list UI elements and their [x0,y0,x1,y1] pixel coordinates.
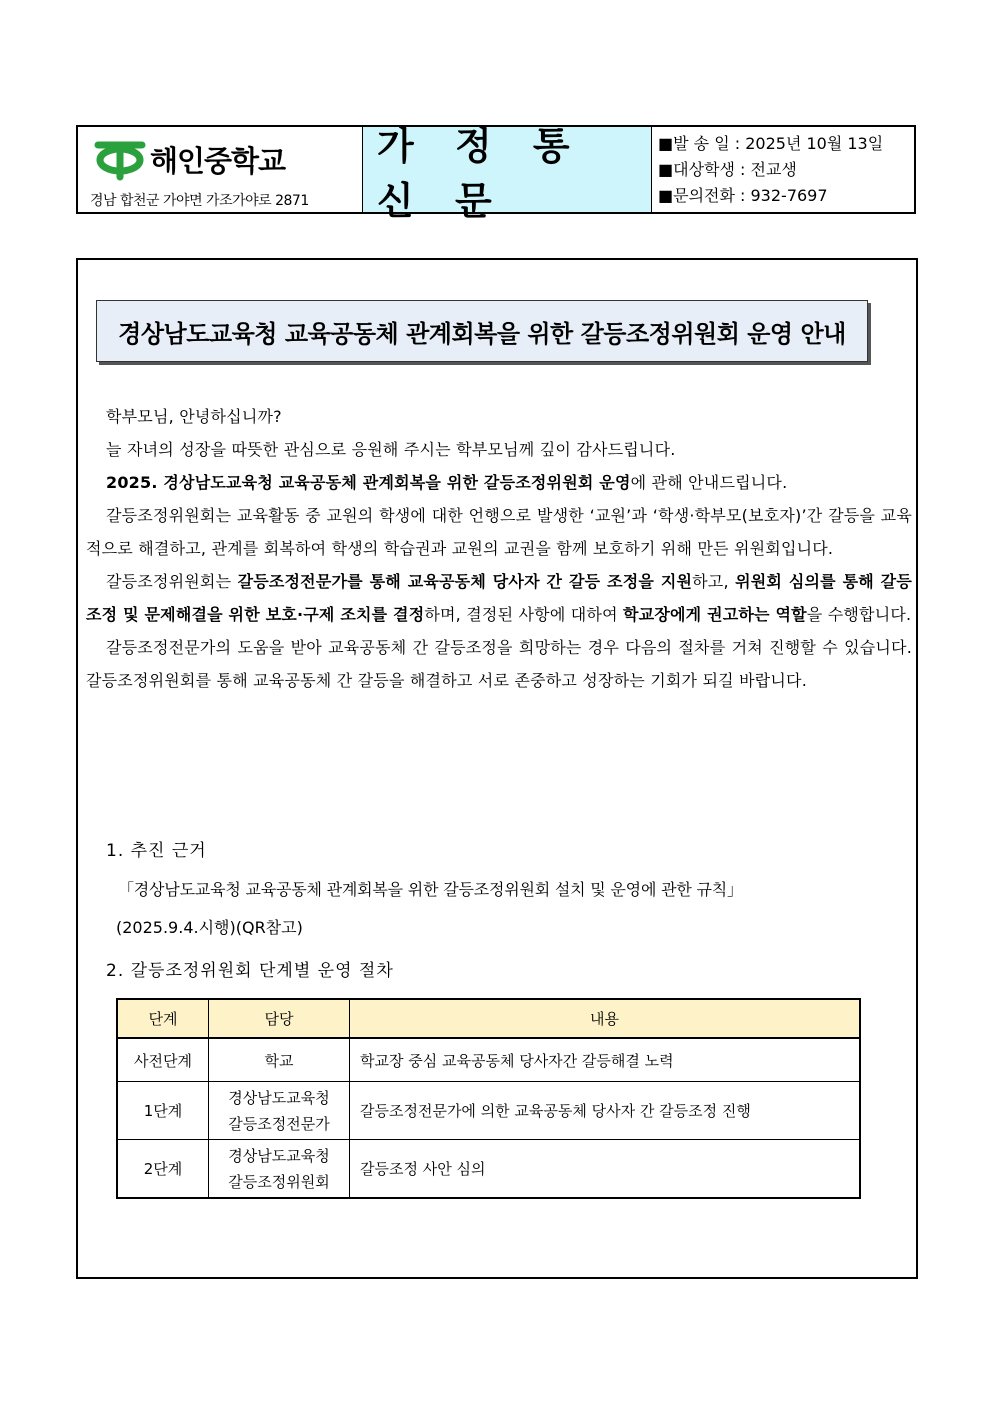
school-emblem-icon [92,137,148,181]
target-students: ■대상학생 : 전교생 [658,160,797,179]
table-row [117,1082,860,1140]
owner-cell [209,1082,350,1140]
header-info [652,127,914,212]
greeting: 학부모님, 안녕하십니까? [106,407,282,426]
school-logo-block [78,127,363,212]
procedure-table [116,998,861,1199]
role-bold-d: 위원회 심의를 통해 갈등 조정 및 문제해결을 위한 보호·구제 조치를 결정 [86,572,912,624]
role-text-a: 갈등조정위원회는 [106,572,238,591]
intro-paragraph [86,466,912,499]
doc-type-cell [363,123,652,223]
content-cell: 갈등조정 사안 심의 [350,1140,861,1199]
table-header-row [117,999,860,1038]
school-name: 해인중학교 [150,143,286,178]
owner-cell: 학교 [209,1038,350,1082]
section2-heading: 2. 갈등조정위원회 단계별 운영 절차 [106,961,394,981]
role-bold-b: 갈등조정전문가를 통해 교육공동체 당사자 간 갈등 조정을 지원 [237,572,693,591]
stage-cell: 사전단계 [117,1038,209,1082]
committee-purpose-paragraph: 갈등조정위원회는 교육활동 중 교원의 학생에 대한 언행으로 발생한 ‘교원’과 ‘학생·학부모(보호자)’간 갈등을 교육적으로 해결하고, 관계를 회복하여 학생의 학습권과 교원의 교권을 함께 보호하기 위해 만든 위원회입니다. [86,506,912,558]
contact-phone: ■문의전화 : 932-7697 [658,186,828,205]
section1-heading: 1. 추진 근거 [106,841,207,861]
committee-role-paragraph [86,565,912,631]
send-date: ■발 송 일 : 2025년 10월 13일 [658,134,884,153]
stage-cell: 1단계 [117,1082,209,1140]
notice-title-box [96,300,868,362]
table-row [117,1038,860,1082]
role-text-g: 을 수행합니다. [806,605,912,624]
owner-line-2: 갈등조정위원회 [228,1172,330,1191]
intro-rest: 에 관해 안내드립니다. [630,473,788,492]
table-row [117,1140,860,1199]
letter-header [76,123,916,223]
owner-line-1: 경상남도교육청 [228,1146,330,1165]
thanks-line: 늘 자녀의 성장을 따뜻한 관심으로 응원해 주시는 학부모님께 깊이 감사드립니다. [106,440,676,459]
role-text-e: 하며, 결정된 사항에 대하여 [424,605,624,624]
school-address: 경남 합천군 가야면 가조가야로 2871 [90,193,309,209]
letter-text [86,400,912,697]
header-stage: 단계 [117,999,209,1038]
regulation-name: 「경상남도교육청 교육공동체 관계회복을 위한 갈등조정위원회 설치 및 운영에 관한 규칙」 [118,880,743,899]
owner-line-2: 갈등조정전문가 [228,1114,330,1133]
notice-title: 경상남도교육청 교육공동체 관계회복을 위한 갈등조정위원회 운영 안내 [118,319,846,348]
role-bold-f: 학교장에게 권고하는 역할 [623,605,807,624]
header-owner: 담당 [209,999,350,1038]
role-text-c: 하고, [692,572,736,591]
regulation-note: (2025.9.4.시행)(QR참고) [116,918,303,937]
intro-bold: 2025. 경상남도교육청 교육공동체 관계회복을 위한 갈등조정위원회 운영 [106,473,631,492]
stage-cell: 2단계 [117,1140,209,1199]
header-content: 내용 [350,999,861,1038]
content-cell: 갈등조정전문가에 의한 교육공동체 당사자 간 갈등조정 진행 [350,1082,861,1140]
content-cell: 학교장 중심 교육공동체 당사자간 갈등해결 노력 [350,1038,861,1082]
owner-line-1: 경상남도교육청 [228,1088,330,1107]
procedure-paragraph: 갈등조정전문가의 도움을 받아 교육공동체 간 갈등조정을 희망하는 경우 다음의 절차를 거쳐 진행할 수 있습니다. 갈등조정위원회를 통해 교육공동체 간 갈등을 해결하고 서로 존중하고 성장하는 기회가 되길 바랍니다. [86,638,912,690]
owner-cell [209,1140,350,1199]
letter-body [76,258,918,1279]
doc-type-title: 가 정 통 신 문 [377,123,584,223]
